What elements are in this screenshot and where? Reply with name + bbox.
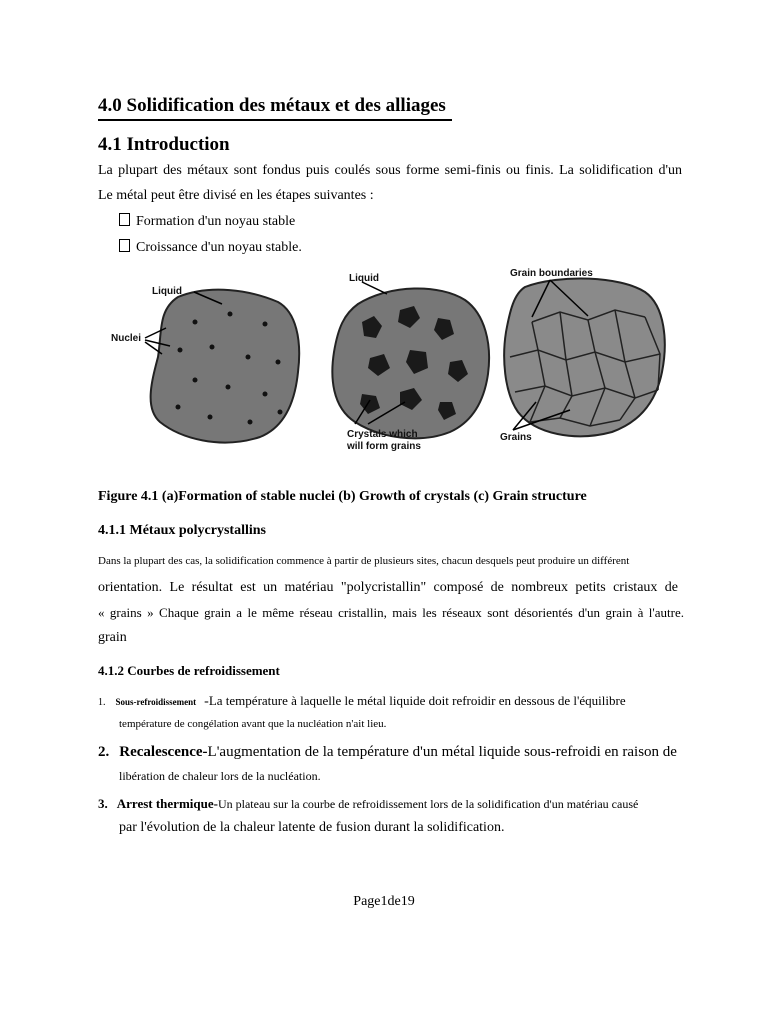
item-term: Arrest thermique — [116, 796, 214, 811]
intro-line-2: Le métal peut être divisé en les étapes suivantes : — [98, 188, 374, 203]
item-number: 2. — [98, 744, 110, 760]
item-text: Un plateau sur la courbe de refroidissement lors de la solidification d'un matériau causé — [217, 797, 639, 811]
subsection-title-2: 4.1.2 Courbes de refroidissement — [98, 663, 280, 678]
item-dash: - — [202, 744, 208, 760]
polycrystal-line-1: Dans la plupart des cas, la solidification commence à partir de plusieurs sites, chacun desquels peut produire un différent — [98, 555, 630, 567]
label-crystals-2: will form grains — [347, 441, 421, 452]
label-nuclei: Nuclei — [111, 333, 142, 344]
polycrystal-line-2: orientation. Le résultat est un matériau "polycristallin" composé de nombreux petits cristaux de — [98, 580, 678, 595]
item-text: L'augmentation de la température d'un métal liquide sous-refroidi en raison de — [207, 744, 677, 760]
item-term: Recalescence — [119, 744, 203, 760]
chapter-heading: 4.0 Solidification des métaux et des alliages — [98, 95, 446, 116]
bullet-item-2 — [119, 239, 302, 256]
polycrystal-line-4: grain — [98, 630, 127, 645]
label-grain-boundaries: Grain boundaries — [510, 268, 593, 279]
checkbox-bullet-icon — [119, 239, 130, 252]
intro-line-1: La plupart des métaux sont fondus puis coulés sous forme semi-finis ou finis. La solidification d'un — [98, 163, 682, 178]
label-liquid-b: Liquid — [349, 273, 379, 284]
polycrystal-line-3: « grains » Chaque grain a le même réseau cristallin, mais les réseaux sont désorientés d'un grain à l'autre. — [98, 605, 684, 620]
cooling-item-3 — [98, 795, 690, 813]
cooling-item-3-cont: par l'évolution de la chaleur latente de fusion durant la solidification. — [119, 820, 505, 835]
bullet-text: Formation d'un noyau stable — [136, 214, 296, 229]
item-dash: - — [204, 694, 209, 709]
figure-caption: Figure 4.1 (a)Formation of stable nuclei (b) Growth of crystals (c) Grain structure — [98, 489, 587, 504]
label-crystals-1: Crystals which — [347, 429, 418, 440]
page-number: Page1de19 — [353, 894, 415, 909]
item-dash: - — [213, 796, 218, 811]
label-grains: Grains — [500, 432, 532, 443]
cooling-item-2-cont: libération de chaleur lors de la nucléation. — [119, 769, 321, 783]
item-term: Sous-refroidissement — [115, 697, 197, 707]
label-liquid-a: Liquid — [152, 286, 182, 297]
cooling-item-1-cont: température de congélation avant que la nucléation n'ait lieu. — [119, 718, 387, 730]
bullet-text: Croissance d'un noyau stable. — [136, 240, 302, 255]
heading-underline — [98, 119, 452, 121]
bullet-item-1 — [119, 213, 295, 230]
item-number: 3. — [98, 796, 108, 811]
cooling-item-2 — [98, 743, 688, 761]
section-title: 4.1 Introduction — [98, 134, 230, 155]
item-number: 1. — [98, 697, 106, 708]
item-text: La température à laquelle le métal liquide doit refroidir en dessous de l'équilibre — [208, 693, 626, 708]
subsection-title-1: 4.1.1 Métaux polycrystallins — [98, 523, 266, 538]
checkbox-bullet-icon — [119, 213, 130, 226]
cooling-item-1 — [98, 692, 686, 710]
